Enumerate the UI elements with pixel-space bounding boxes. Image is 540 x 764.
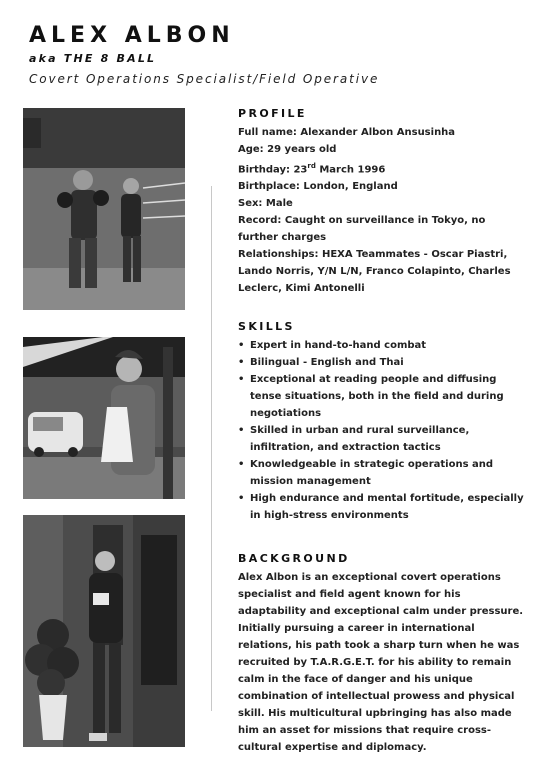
profile-line: Age: 29 years old bbox=[238, 144, 337, 155]
vertical-divider bbox=[211, 186, 212, 711]
background-text: Alex Albon is an exceptional covert operations specialist and field agent known for his adaptability and exceptional calm under pressure. Initially pursuing a career in international relations, his path took a sharp turn when he was recruited by T.A.R.G.E.T. for his ability to remain calm in the face of danger and his unique combination of intellectual prowess and physical skill. His multicultural upbringing has also made him an asset for missions that require cross-cultural expertise and diplomacy. bbox=[238, 572, 524, 753]
skill-item: • Expert in hand-to-hand combat bbox=[238, 337, 528, 354]
name-heading: ALEX ALBON bbox=[29, 23, 235, 48]
background-title: BACKGROUND bbox=[238, 552, 350, 565]
photo-street bbox=[23, 337, 185, 499]
profile-line: Full name: Alexander Albon Ansusinha bbox=[238, 127, 456, 138]
skills-title: SKILLS bbox=[238, 320, 295, 333]
boxing-image bbox=[23, 108, 185, 310]
skill-item: • Skilled in urban and rural surveillance, infiltration, and extraction tactics bbox=[238, 422, 528, 456]
birthday-rest: March 1996 bbox=[315, 164, 386, 176]
profile-line: Leclerc, Kimi Antonelli bbox=[238, 283, 365, 295]
profile-birthday bbox=[238, 158, 528, 178]
profile-line: further charges bbox=[238, 232, 327, 244]
skill-item: • Exceptional at reading people and diffusing tense situations, both in the field and during negotiations bbox=[238, 371, 528, 422]
background-section bbox=[238, 552, 528, 756]
profile-section bbox=[238, 107, 528, 297]
photo-building bbox=[23, 515, 185, 747]
skills-list bbox=[238, 337, 528, 524]
skill-item: • High endurance and mental fortitude, especially in high-stress environments bbox=[238, 490, 528, 524]
photo-boxing bbox=[23, 108, 185, 310]
street-image bbox=[23, 337, 185, 499]
alias-subtitle: aka THE 8 BALL bbox=[29, 52, 157, 65]
profile-line: Relationships: HEXA Teammates - Oscar Piastri, bbox=[238, 249, 508, 261]
skills-section bbox=[238, 320, 528, 524]
profile-line: Record: Caught on surveillance in Tokyo, no bbox=[238, 215, 486, 227]
profile-line: Lando Norris, Y/N L/N, Franco Colapinto, Charles bbox=[238, 266, 511, 278]
skill-item: • Bilingual - English and Thai bbox=[238, 354, 528, 371]
skill-item: • Knowledgeable in strategic operations and mission management bbox=[238, 456, 528, 490]
profile-line: Sex: Male bbox=[238, 198, 293, 210]
birthday-prefix: Birthday: 23 bbox=[238, 164, 308, 176]
building-image bbox=[23, 515, 185, 747]
profile-title: PROFILE bbox=[238, 107, 307, 120]
birthday-suffix: rd bbox=[307, 162, 316, 170]
profile-line: Birthplace: London, England bbox=[238, 181, 398, 193]
header bbox=[29, 22, 379, 86]
role-subtitle: Covert Operations Specialist/Field Operative bbox=[29, 72, 380, 86]
